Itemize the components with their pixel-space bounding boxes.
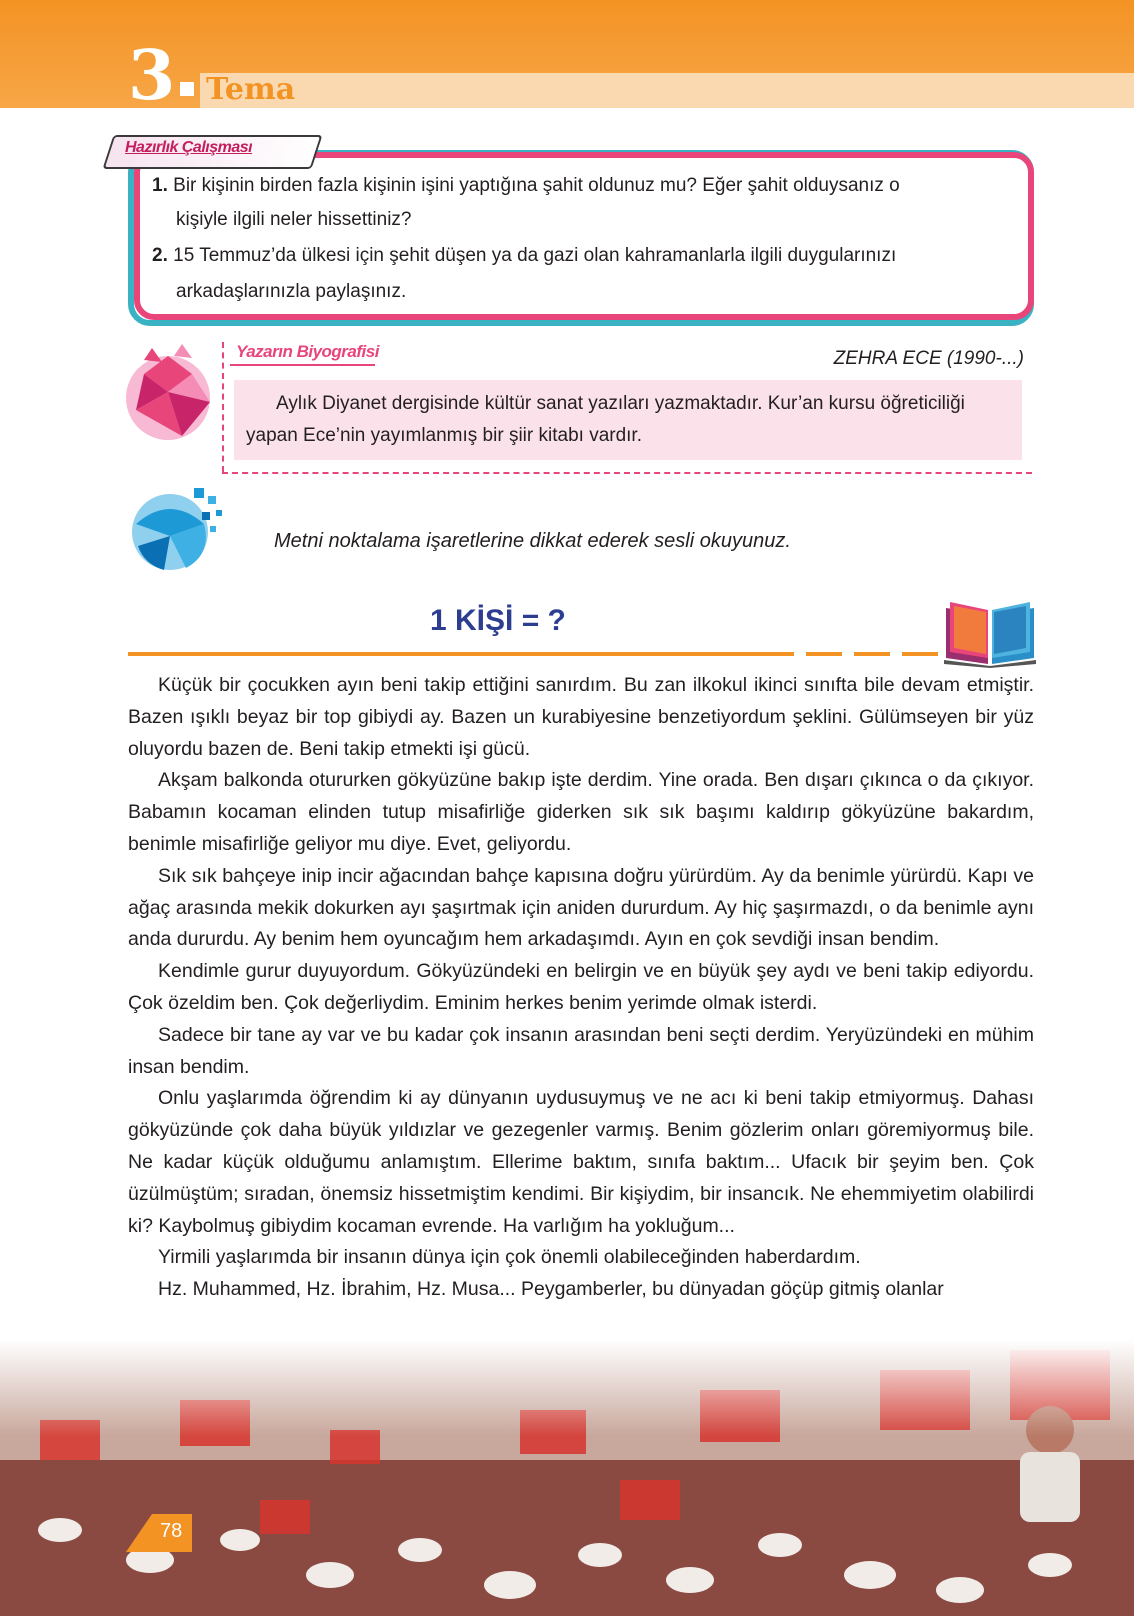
paragraph-6: Onlu yaşlarımda öğrendim ki ay dünyanın uydusuymuş ve ne acı ki beni takip etmiyormuş. Dahası gökyüzünde çok daha büyük yıldızlar ve gezegenler varmış. Benim gözlerim onları göremiyormuş bile. Ne kadar küçük olduğumu anlamıştım. Ellerime baktım, sınıfa baktım... Ufacık bir şeyim ben. Çok üzülmüştüm; sıradan, önemsiz hissetmiştim kendimi. Bir kişiydim, bir insancık. Ne ehemmiyetim olabilirdi ki? Kaybolmuş gibiydim kocaman evrende. Ha varlığım ha yokluğum... xyxy=(128,1087,1034,1237)
preparation-label: Hazırlık Çalışması xyxy=(125,139,253,156)
question-1-line2: kişiyle ilgili neler hissettiniz? xyxy=(176,209,412,230)
question-2 xyxy=(152,240,896,272)
bio-label-underline xyxy=(230,364,375,366)
paragraph-1: Küçük bir çocukken ayın beni takip ettiğini sanırdım. Bu zan ilkokul ikinci sınıfta bile devam etmiştir. Bazen ışıklı beyaz bir top gibiydi ay. Bazen un kurabiyesine benzetiyordum şeklini. Gülümseyen bir yüz oluyordu bazen de. Beni takip etmekti işi gücü. xyxy=(128,674,1034,760)
author-name: ZEHRA ECE (1990-...) xyxy=(833,348,1024,369)
reading-instruction: Metni noktalama işaretlerine dikkat ederek sesli okuyunuz. xyxy=(274,530,791,552)
paragraph-2: Akşam balkonda otururken gökyüzüne bakıp işte derdim. Yine orada. Ben dışarı çıkınca o da çıkıyor. Babamın kocaman elinden tutup misafirliğe giderken sık sık başımı kaldırıp gökyüzüne bakardım, benimle misafirliğe geliyor mu diye. Evet, geliyordu. xyxy=(128,769,1034,855)
question-2-line2: arkadaşlarınızla paylaşınız. xyxy=(176,281,407,302)
paragraph-7: Yirmili yaşlarımda bir insanın dünya için çok önemli olabileceğinden haberdardım. xyxy=(158,1246,861,1269)
open-book-icon xyxy=(942,598,1038,668)
title-underline xyxy=(128,652,794,656)
question-1-number: 1. xyxy=(152,175,168,196)
header-strip xyxy=(200,73,1134,108)
bio-text: Aylık Diyanet dergisinde kültür sanat yazıları yazmaktadır. Kur’an kursu öğreticiliği yapan Ece’nin yayımlanmış bir şiir kitabı vardır. xyxy=(246,393,965,446)
theme-title: Tema xyxy=(206,72,296,107)
question-2-line1: 15 Temmuz’da ülkesi için şehit düşen ya da gazi olan kahramanlarla ilgili duygularınızı xyxy=(173,245,897,266)
bio-dashed-border-left xyxy=(222,342,224,472)
story-body xyxy=(128,670,1034,1306)
paragraph-4: Kendimle gurur duyuyordum. Gökyüzündeki en belirgin ve en büyük şey aydı ve beni takip ediyordu. Çok özeldim ben. Çok değerliydim. Eminim herkes benim yerimde olmak isterdi. xyxy=(128,960,1034,1014)
title-dash-1 xyxy=(806,652,842,656)
title-dash-3 xyxy=(902,652,938,656)
pink-globe-icon xyxy=(122,340,218,446)
bio-dashed-border-bottom xyxy=(222,472,1032,474)
crowd-photo xyxy=(0,1340,1134,1616)
paragraph-8: Hz. Muhammed, Hz. İbrahim, Hz. Musa... Peygamberler, bu dünyadan göçüp gitmiş olanlar xyxy=(158,1278,944,1301)
blue-puzzle-globe-icon xyxy=(124,484,228,576)
bio-label: Yazarın Biyografisi xyxy=(236,342,379,361)
question-1-line1: Bir kişinin birden fazla kişinin işini yaptığına şahit oldunuz mu? Eğer şahit olduysanız o xyxy=(173,175,900,196)
page-number: 78 xyxy=(160,1520,183,1542)
question-1 xyxy=(152,170,900,202)
question-2-number: 2. xyxy=(152,245,168,266)
paragraph-3: Sık sık bahçeye inip incir ağacından bahçe kapısına doğru yürürdüm. Ay da benimle yürürdü. Kapı ve ağaç arasında mekik dokurken ayı şaşırtmak için aniden dururdum. Ay hiç şaşırmazdı, o da benimle aynı anda dururdu. Ay benim hem oyuncağım hem arkadaşımdı. Ayın en çok sevdiği insan bendim. xyxy=(128,864,1034,951)
theme-number: 3 xyxy=(128,36,176,116)
theme-dot xyxy=(180,82,194,96)
story-title: 1 KİŞİ = ? xyxy=(430,604,566,637)
title-dash-2 xyxy=(854,652,890,656)
paragraph-5: Sadece bir tane ay var ve bu kadar çok insanın arasından beni seçti derdim. Yeryüzündeki en mühim insan bendim. xyxy=(128,1023,1034,1078)
